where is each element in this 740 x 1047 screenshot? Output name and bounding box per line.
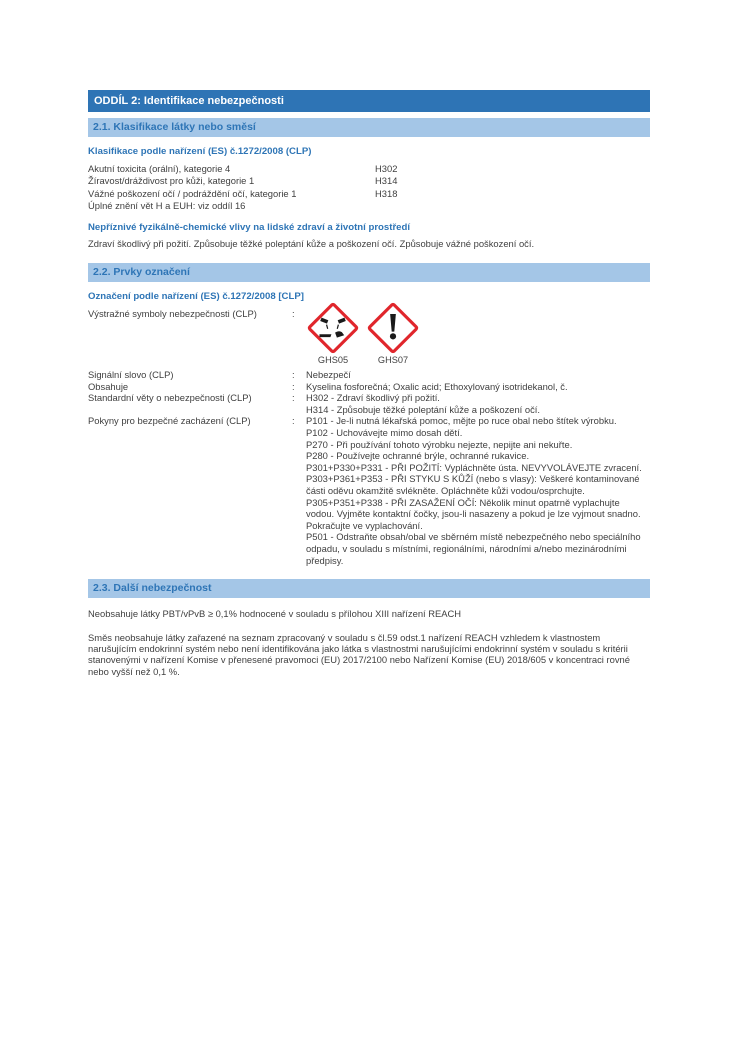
- precautionary-statement-line: P270 - Při používání tohoto výrobku nejezte, nepijte ani nekuřte.: [306, 438, 573, 450]
- hazard-code: H302: [375, 163, 398, 174]
- section-2-content: [88, 0, 650, 677]
- precautionary-statements-value: [306, 415, 650, 566]
- hazard-pictograms-label: Výstražné symboly nebezpečnosti (CLP): [88, 308, 257, 320]
- section-2-2-bar: 2.2. Prvky označení: [88, 263, 650, 282]
- section-2-3-bar: 2.3. Další nebezpečnost: [88, 579, 650, 598]
- hazard-code: H314: [375, 175, 398, 187]
- hazard-pictograms-row: [88, 308, 650, 365]
- hazard-statements-row: [88, 392, 650, 415]
- precautionary-statement-line: P501 - Odstraňte obsah/obal ve sběrném místě nebezpečného nebo speciálního odpadu, v souladu s místními, regionálními, národními a/nebo mezinárodními předpisy.: [306, 531, 641, 566]
- contains-label: Obsahuje: [88, 380, 129, 392]
- signal-word-label: Signální slovo (CLP): [88, 369, 174, 381]
- ghs07-pictogram: [366, 302, 420, 365]
- precautionary-statement-line: P102 - Uchovávejte mimo dosah dětí.: [306, 427, 463, 438]
- section-2-1: [88, 118, 650, 250]
- precautionary-statement-line: P301+P330+P331 - PŘI POŽITÍ: Vypláchněte ústa. NEVYVOLÁVEJTE zvracení.: [306, 461, 642, 473]
- row-colon: [292, 369, 306, 381]
- hazard-statements-label: Standardní věty o nebezpečnosti (CLP): [88, 392, 252, 404]
- hazard-statement-line: H302 - Zdraví škodlivý při požití.: [306, 392, 440, 404]
- endocrine-disruptor-paragraph: Směs neobsahuje látky zařazené na seznam zpracovaný v souladu s čl.59 odst.1 nařízení REACH vzhledem k vlastnostem narušujícím endokrinní systém nebo není identifikována jako látka s vlastnostmi narušujícími endokrinní systém v souladu s kritérii stanovenými v nařízení Komise v přenesené pravomoci (EU) 2017/2100 nebo Nařízení Komise (EU) 2018/605 v koncentraci rovné nebo vyšší než 0,1 %.: [88, 631, 630, 677]
- precautionary-statements-label: Pokyny pro bezpečné zacházení (CLP): [88, 415, 251, 427]
- pbt-assessment-line: Neobsahuje látky PBT/vPvB ≥ 0,1% hodnocené v souladu s přílohou XIII nařízení REACH: [88, 608, 462, 620]
- section-2-2: [88, 263, 650, 566]
- precautionary-statement-line: P305+P351+P338 - PŘI ZASAŽENÍ OČÍ: Několik minut opatrně vyplachujte vodou. Vyjměte kontaktní čočky, jsou-li nasazeny a pokud je lze vyjmout snadno. Pokračujte ve vyplachování.: [306, 496, 641, 531]
- ghs07-label: GHS07: [377, 355, 409, 366]
- row-colon: [292, 415, 306, 566]
- classification-subheading: Klasifikace podle nařízení (ES) č.1272/2008 (CLP): [88, 146, 312, 157]
- section-2-1-bar: 2.1. Klasifikace látky nebo směsí: [88, 118, 650, 137]
- signal-word-value: Nebezpečí: [306, 369, 351, 381]
- precautionary-statement-line: P280 - Používejte ochranné brýle, ochranné rukavice.: [306, 450, 530, 462]
- hazard-code: H318: [375, 187, 398, 199]
- corrosion-icon: [307, 302, 359, 354]
- adverse-effects-heading: Nepříznivé fyzikálně-chemické vlivy na lidské zdraví a životní prostředí: [88, 221, 411, 233]
- section-2-3: [88, 579, 650, 677]
- row-colon: [292, 308, 306, 365]
- precautionary-statement-line: P303+P361+P353 - PŘI STYKU S KŮŽÍ (nebo s vlasy): Veškeré kontaminované části oděvu okamžitě svlékněte. Opláchněte kůži vodou/osprchujte.: [306, 473, 640, 496]
- ghs05-label: GHS05: [317, 355, 349, 366]
- signal-word-row: [88, 369, 650, 381]
- hazard-class-label: Žíravost/dráždivost pro kůži, kategorie 1: [88, 175, 255, 187]
- labelling-rows: [88, 308, 650, 566]
- precautionary-statement-line: P101 - Je-li nutná lékařská pomoc, mějte po ruce obal nebo štítek výrobku.: [306, 415, 617, 427]
- row-colon: [292, 381, 306, 393]
- classification-row: [88, 163, 650, 175]
- contains-row: [88, 381, 650, 393]
- section-2-header-bar: ODDÍL 2: Identifikace nebezpečnosti: [88, 90, 650, 112]
- hazard-pictograms-value: [306, 308, 650, 365]
- hazard-statements-value: [306, 392, 650, 415]
- exclamation-icon: [367, 302, 419, 354]
- classification-row: [88, 175, 650, 187]
- pictogram-group: [306, 302, 650, 365]
- hazard-statement-line: H314 - Způsobuje těžké poleptání kůže a poškození očí.: [306, 403, 540, 415]
- h-euh-footnote: Úplné znění vět H a EUH: viz oddíl 16: [88, 200, 246, 212]
- hazard-class-label: Vážné poškození očí / podráždění očí, kategorie 1: [88, 187, 297, 199]
- hazard-class-label: Akutní toxicita (orální), kategorie 4: [88, 163, 231, 174]
- classification-table: [88, 163, 650, 200]
- ghs05-pictogram: [306, 302, 360, 365]
- classification-row: [88, 188, 650, 200]
- row-colon: [292, 392, 306, 415]
- adverse-effects-text: Zdraví škodlivý při požití. Způsobuje těžké poleptání kůže a poškození očí. Způsobuje vážné poškození očí.: [88, 237, 535, 249]
- precautionary-statements-row: [88, 415, 650, 566]
- labelling-subheading: Označení podle nařízení (ES) č.1272/2008 [CLP]: [88, 291, 304, 303]
- contains-value: Kyselina fosforečná; Oxalic acid; Ethoxylovaný isotridekanol, č.: [306, 380, 568, 392]
